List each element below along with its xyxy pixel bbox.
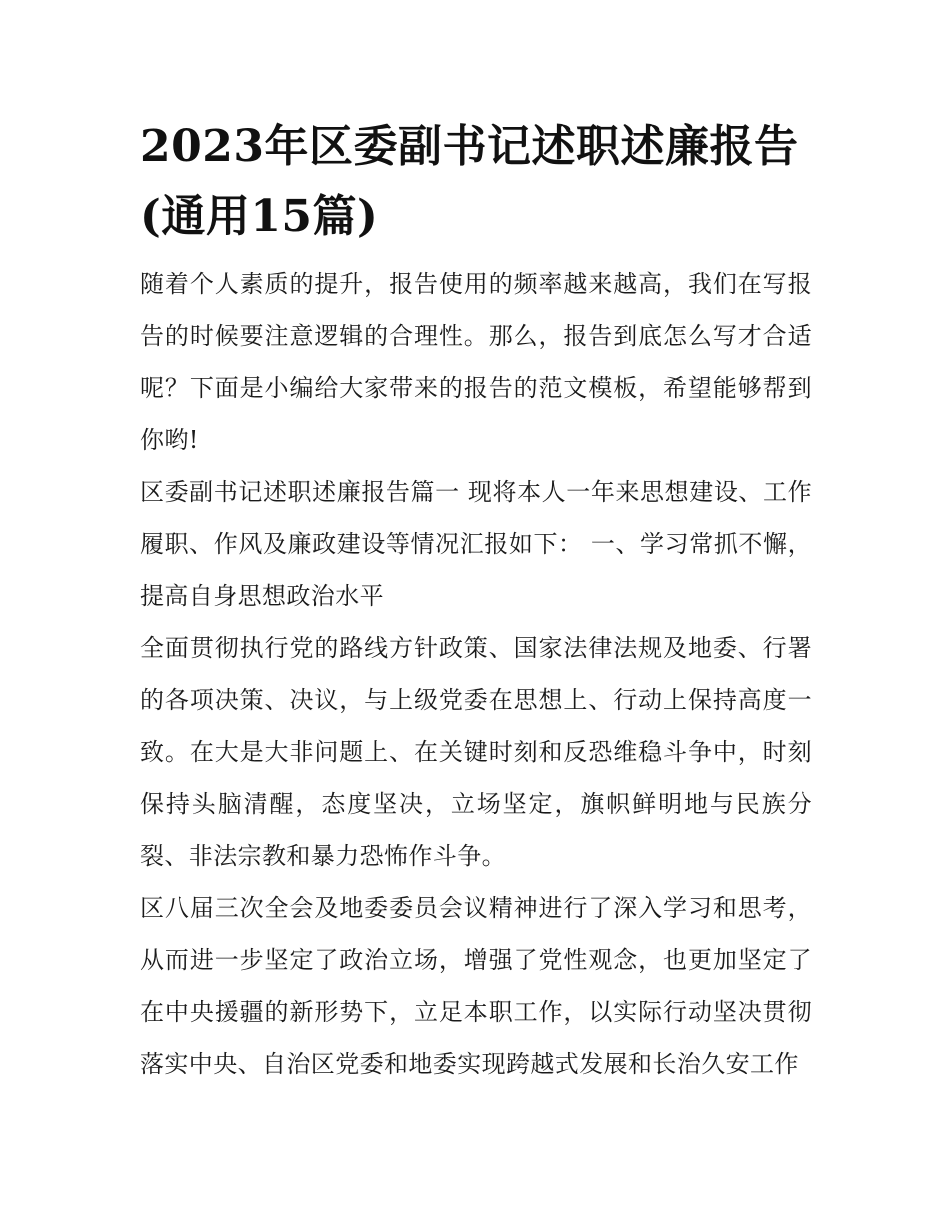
paragraph-section-one: 区委副书记述职述廉报告篇一 现将本人一年来思想建设、工作履职、作风及廉政建设等情况汇报如下： 一、学习常抓不懈，提高自身思想政治水平 — [140, 478, 812, 610]
paragraph-policy: 全面贯彻执行党的路线方针政策、国家法律法规及地委、行署的各项决策、决议，与上级党委在思想上、行动上保持高度一致。在大是大非问题上、在关键时刻和反恐维稳斗争中，时刻保持头脑清醒，态度坚决，立场坚定，旗帜鲜明地与民族分裂、非法宗教和暴力恐怖作斗争。 — [140, 634, 812, 870]
document-body — [140, 112, 812, 1090]
paragraph-intro: 随着个人素质的提升，报告使用的频率越来越高，我们在写报告的时候要注意逻辑的合理性。那么，报告到底怎么写才合适呢？下面是小编给大家带来的报告的范文模板，希望能够帮到你哟! — [140, 270, 812, 454]
document-title: 2023年区委副书记述职述廉报告(通用15篇) — [140, 121, 799, 242]
paragraph-study: 区八届三次全会及地委委员会议精神进行了深入学习和思考，从而进一步坚定了政治立场，增强了党性观念，也更加坚定了在中央援疆的新形势下，立足本职工作，以实际行动坚决贯彻落实中央、自治区党委和地委实现跨越式发展和长治久安工作 — [140, 894, 812, 1078]
